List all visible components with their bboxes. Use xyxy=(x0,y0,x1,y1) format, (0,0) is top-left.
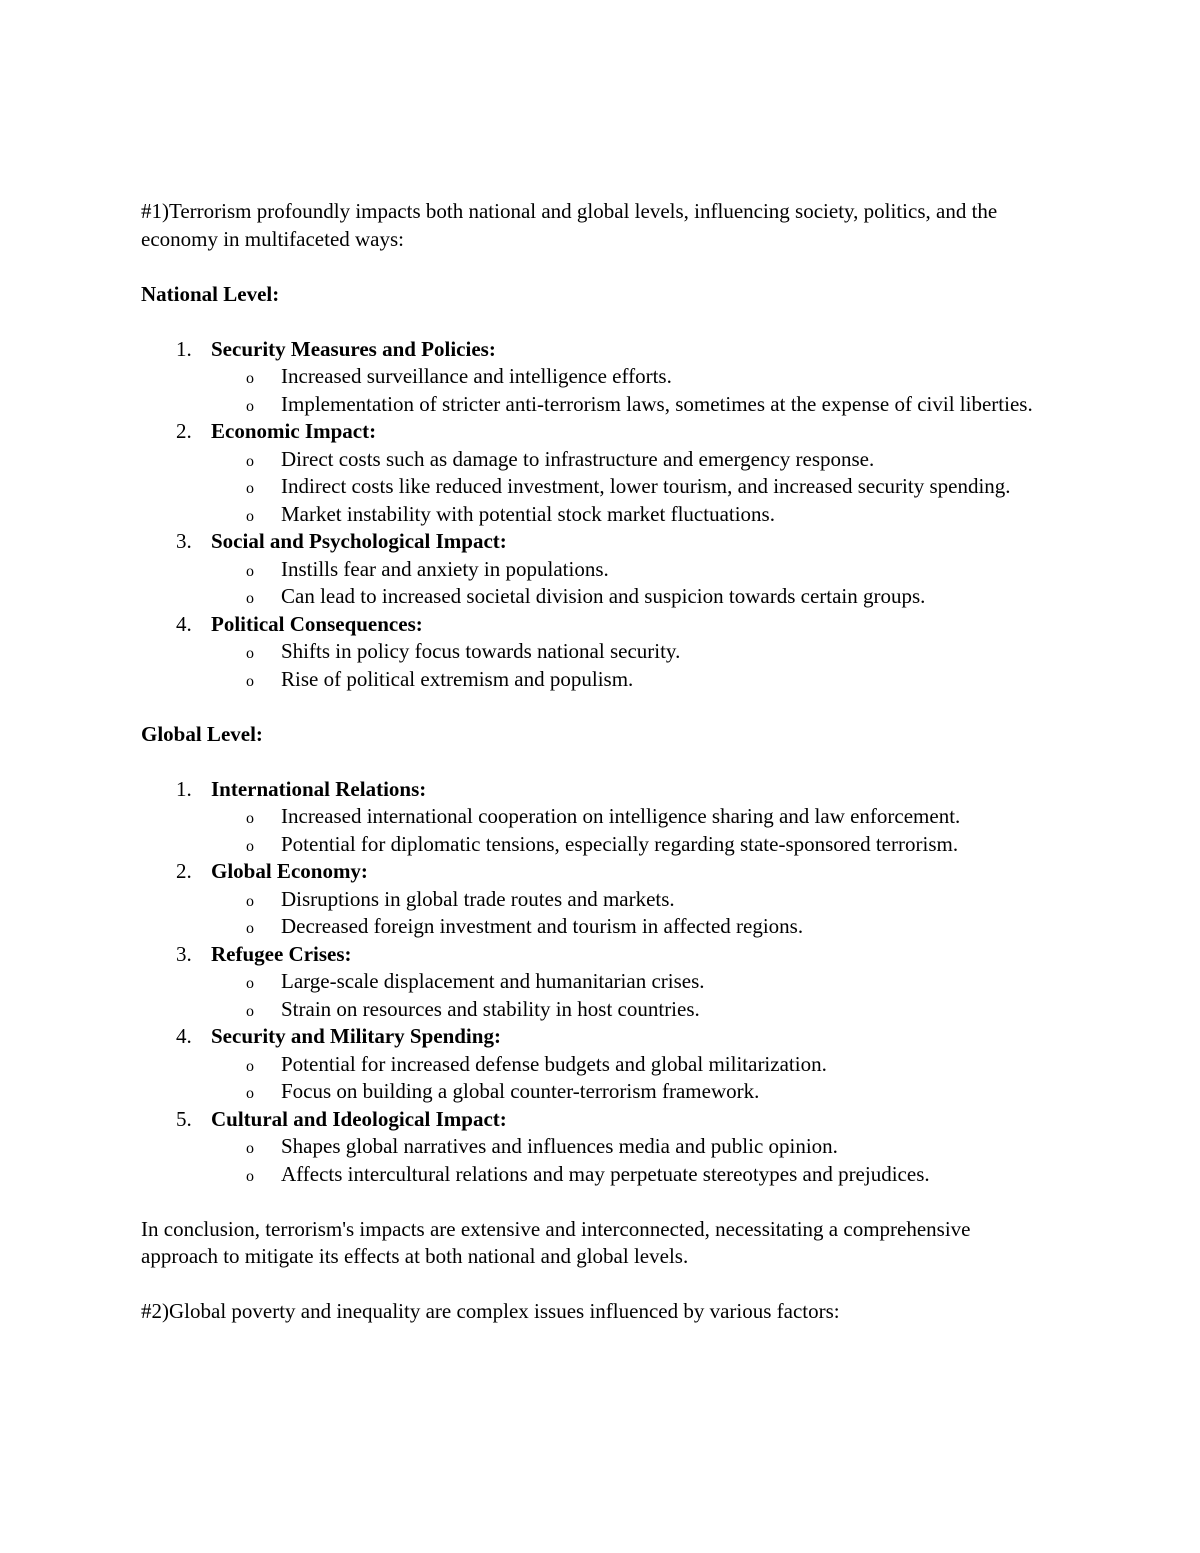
document-content xyxy=(141,198,1051,1326)
list-item-number: 4. xyxy=(176,1024,192,1048)
list-item-number: 4. xyxy=(176,611,192,636)
sub-list-item-text: Indirect costs like reduced investment, lower tourism, and increased security spending. xyxy=(281,474,1011,498)
circle-bullet-icon: o xyxy=(246,452,254,470)
list-item-number: 2. xyxy=(176,859,192,883)
circle-bullet-icon: o xyxy=(246,397,254,415)
sub-list xyxy=(211,886,1051,941)
sub-list-item-text: Decreased foreign investment and tourism in affected regions. xyxy=(281,914,804,938)
list-item-title: Political Consequences: xyxy=(211,611,423,636)
sub-list-item xyxy=(211,473,1051,501)
sub-list-item-text: Potential for diplomatic tensions, especially regarding state-sponsored terrorism. xyxy=(281,831,959,856)
circle-bullet-icon: o xyxy=(246,975,254,992)
sub-list-item xyxy=(211,391,1051,419)
circle-bullet-icon: o xyxy=(246,590,254,607)
sub-list-item-text: Disruptions in global trade routes and markets. xyxy=(281,886,675,911)
sub-list-item xyxy=(211,1078,1051,1106)
sub-list-item-text: Affects intercultural relations and may perpetuate stereotypes and prejudices. xyxy=(281,1161,930,1186)
sub-list-item-text: Strain on resources and stability in host countries. xyxy=(281,996,700,1021)
sub-list-item-text: Increased surveillance and intelligence efforts. xyxy=(281,364,672,388)
list-item xyxy=(141,418,1051,528)
sub-list-item xyxy=(211,666,1051,694)
sub-list-item xyxy=(211,886,1051,914)
circle-bullet-icon: o xyxy=(246,480,254,497)
list-item-number: 3. xyxy=(176,529,192,553)
sub-list-item xyxy=(211,1051,1051,1079)
sub-list-item xyxy=(211,1133,1051,1161)
list-item-number: 5. xyxy=(176,1106,192,1131)
sub-list-item-text: Market instability with potential stock market fluctuations. xyxy=(281,501,775,526)
sub-list-item xyxy=(211,968,1051,996)
list-item xyxy=(141,1023,1051,1106)
sub-list-item-text: Direct costs such as damage to infrastructure and emergency response. xyxy=(281,446,875,471)
global-level-heading: Global Level: xyxy=(141,721,263,746)
sub-list xyxy=(211,803,1051,858)
list-item xyxy=(141,858,1051,941)
list-item xyxy=(141,528,1051,611)
list-item-title: Global Economy: xyxy=(211,859,368,883)
sub-list xyxy=(211,1051,1051,1106)
circle-bullet-icon: o xyxy=(246,672,254,690)
list-item-title: Social and Psychological Impact: xyxy=(211,529,507,553)
circle-bullet-icon: o xyxy=(246,810,254,827)
sub-list-item-text: Large-scale displacement and humanitarian crises. xyxy=(281,969,705,993)
list-item xyxy=(141,336,1051,419)
list-item-number: 1. xyxy=(176,336,192,361)
sub-list-item xyxy=(211,1161,1051,1189)
sub-list-item xyxy=(211,913,1051,941)
sub-list-item-text: Shapes global narratives and influences media and public opinion. xyxy=(281,1134,838,1158)
question-2-paragraph: #2)Global poverty and inequality are complex issues influenced by various factors: xyxy=(141,1299,840,1323)
sub-list-item-text: Implementation of stricter anti-terrorism laws, sometimes at the expense of civil liberties. xyxy=(281,391,1033,416)
sub-list-item xyxy=(211,556,1051,584)
circle-bullet-icon: o xyxy=(246,1002,254,1020)
list-item-number: 2. xyxy=(176,419,192,443)
circle-bullet-icon: o xyxy=(246,1085,254,1102)
intro-paragraph: #1)Terrorism profoundly impacts both national and global levels, influencing society, politics, and the economy in multifaceted ways: xyxy=(141,199,998,251)
circle-bullet-icon: o xyxy=(246,1140,254,1157)
sub-list-item xyxy=(211,501,1051,529)
circle-bullet-icon: o xyxy=(246,562,254,580)
circle-bullet-icon: o xyxy=(246,507,254,525)
national-level-list xyxy=(141,336,1051,694)
conclusion-paragraph: In conclusion, terrorism's impacts are extensive and interconnected, necessitating a comprehensive approach to mitigate its effects at both national and global levels. xyxy=(141,1216,971,1268)
circle-bullet-icon: o xyxy=(246,920,254,937)
sub-list xyxy=(211,446,1051,529)
list-item-title: Security and Military Spending: xyxy=(211,1024,501,1048)
sub-list-item-text: Increased international cooperation on intelligence sharing and law enforcement. xyxy=(281,804,961,828)
circle-bullet-icon: o xyxy=(246,892,254,910)
sub-list-item xyxy=(211,583,1051,611)
circle-bullet-icon: o xyxy=(246,1167,254,1185)
sub-list-item xyxy=(211,831,1051,859)
sub-list-item-text: Shifts in policy focus towards national security. xyxy=(281,639,681,663)
sub-list-item xyxy=(211,996,1051,1024)
circle-bullet-icon: o xyxy=(246,1057,254,1075)
sub-list xyxy=(211,968,1051,1023)
sub-list-item xyxy=(211,803,1051,831)
circle-bullet-icon: o xyxy=(246,837,254,855)
circle-bullet-icon: o xyxy=(246,645,254,662)
circle-bullet-icon: o xyxy=(246,370,254,387)
list-item-title: Security Measures and Policies: xyxy=(211,336,496,361)
list-item-title: Cultural and Ideological Impact: xyxy=(211,1106,507,1131)
list-item-title: Refugee Crises: xyxy=(211,941,352,966)
sub-list-item-text: Instills fear and anxiety in populations. xyxy=(281,556,609,581)
sub-list xyxy=(211,638,1051,693)
list-item xyxy=(141,941,1051,1024)
global-level-list xyxy=(141,776,1051,1189)
list-item-title: Economic Impact: xyxy=(211,419,377,443)
sub-list-item-text: Can lead to increased societal division and suspicion towards certain groups. xyxy=(281,584,926,608)
sub-list-item-text: Potential for increased defense budgets and global militarization. xyxy=(281,1051,827,1076)
sub-list xyxy=(211,556,1051,611)
list-item-number: 3. xyxy=(176,941,192,966)
list-item xyxy=(141,776,1051,859)
sub-list-item-text: Focus on building a global counter-terrorism framework. xyxy=(281,1079,760,1103)
sub-list-item xyxy=(211,363,1051,391)
list-item xyxy=(141,1106,1051,1189)
sub-list-item xyxy=(211,638,1051,666)
sub-list-item xyxy=(211,446,1051,474)
list-item xyxy=(141,611,1051,694)
sub-list xyxy=(211,363,1051,418)
sub-list-item-text: Rise of political extremism and populism. xyxy=(281,666,634,691)
list-item-number: 1. xyxy=(176,776,192,801)
sub-list xyxy=(211,1133,1051,1188)
national-level-heading: National Level: xyxy=(141,281,280,306)
list-item-title: International Relations: xyxy=(211,776,427,801)
